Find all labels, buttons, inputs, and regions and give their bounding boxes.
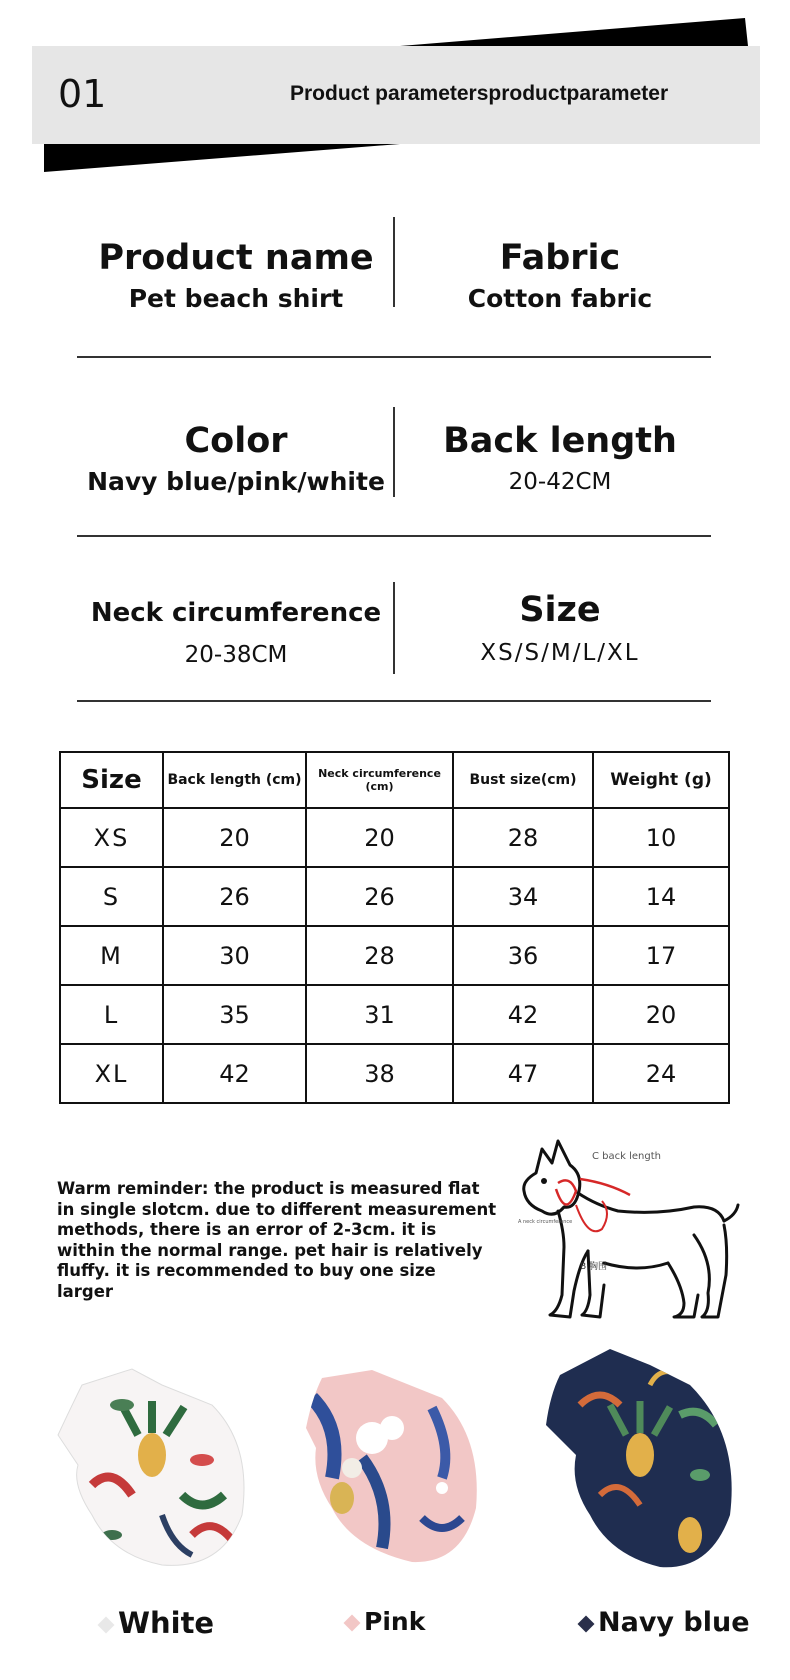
warm-reminder-text: Warm reminder: the product is measured flat in single slotcm. due to different measurement methods, there is an error of 2-3cm. it is within the normal range. pet hair is relatively fluffy. it is recommended to buy one size larger	[57, 1179, 497, 1301]
table-cell: 36	[453, 926, 593, 985]
white-diamond-icon	[98, 1617, 115, 1634]
table-cell: 26	[306, 867, 453, 926]
column-header: Weight (g)	[593, 752, 729, 808]
size-table	[59, 751, 730, 1104]
param-label: Size	[519, 590, 601, 630]
param-value: Pet beach shirt	[128, 284, 344, 313]
back-length-label: C back length	[592, 1151, 661, 1162]
param-value: Navy blue/pink/white	[87, 467, 385, 496]
table-cell: 42	[163, 1044, 306, 1103]
table-cell: 24	[593, 1044, 729, 1103]
section-title: Product parametersproductparameter	[290, 82, 669, 105]
param-product-name	[84, 238, 388, 313]
table-cell: 38	[306, 1044, 453, 1103]
table-row	[60, 1044, 729, 1103]
table-cell: 14	[593, 867, 729, 926]
param-fabric	[408, 238, 712, 313]
dog-measurement-diagram	[518, 1135, 740, 1327]
table-cell: 42	[453, 985, 593, 1044]
param-label: Neck circumference	[90, 598, 382, 628]
divider	[393, 582, 395, 674]
column-header: Neck circumference (cm)	[306, 752, 453, 808]
table-cell: XS	[60, 808, 163, 867]
variant-label-pink	[346, 1607, 425, 1636]
table-row	[60, 808, 729, 867]
table-cell: 28	[306, 926, 453, 985]
column-header: Bust size(cm)	[453, 752, 593, 808]
table-cell: 20	[593, 985, 729, 1044]
table-cell: 10	[593, 808, 729, 867]
param-label: Color	[184, 421, 288, 461]
param-label: Back length	[443, 421, 677, 461]
column-header: Size	[60, 752, 163, 808]
param-color	[84, 421, 388, 496]
table-cell: 35	[163, 985, 306, 1044]
table-cell: XL	[60, 1044, 163, 1103]
table-row	[60, 926, 729, 985]
param-label: Product name	[98, 238, 374, 278]
navy-diamond-icon	[578, 1615, 595, 1632]
table-header-row	[60, 752, 729, 808]
param-size	[408, 590, 712, 666]
param-value: XS/S/M/L/XL	[480, 640, 640, 666]
neck-label: A neck circumference	[518, 1219, 573, 1225]
param-label: Fabric	[499, 238, 621, 278]
pink-shirt-image	[302, 1368, 482, 1568]
table-cell: L	[60, 985, 163, 1044]
table-row	[60, 985, 729, 1044]
white-shirt-image	[52, 1365, 252, 1570]
bust-label: B 胸围	[580, 1262, 608, 1272]
table-cell: 34	[453, 867, 593, 926]
param-back-length	[408, 421, 712, 495]
table-cell: 28	[453, 808, 593, 867]
table-cell: 17	[593, 926, 729, 985]
pink-diamond-icon	[344, 1615, 361, 1632]
table-cell: S	[60, 867, 163, 926]
column-header: Back length (cm)	[163, 752, 306, 808]
variant-label-white	[100, 1606, 214, 1640]
table-row	[60, 867, 729, 926]
table-cell: 47	[453, 1044, 593, 1103]
table-cell: 20	[306, 808, 453, 867]
param-value: 20-38CM	[184, 642, 288, 668]
variant-label-navy	[580, 1607, 750, 1638]
variant-label-text: Pink	[364, 1607, 426, 1636]
param-value: Cotton fabric	[467, 284, 653, 313]
table-cell: 31	[306, 985, 453, 1044]
variant-label-text: Navy blue	[598, 1607, 750, 1638]
table-cell: M	[60, 926, 163, 985]
navy-shirt-image	[540, 1345, 745, 1575]
variant-label-text: White	[118, 1606, 215, 1640]
divider	[393, 407, 395, 497]
param-neck	[84, 598, 388, 668]
table-cell: 26	[163, 867, 306, 926]
param-value: 20-42CM	[508, 469, 612, 495]
divider	[393, 217, 395, 307]
section-number: 01	[58, 72, 107, 116]
divider	[77, 535, 711, 537]
table-cell: 30	[163, 926, 306, 985]
table-cell: 20	[163, 808, 306, 867]
divider	[77, 700, 711, 702]
divider	[77, 356, 711, 358]
